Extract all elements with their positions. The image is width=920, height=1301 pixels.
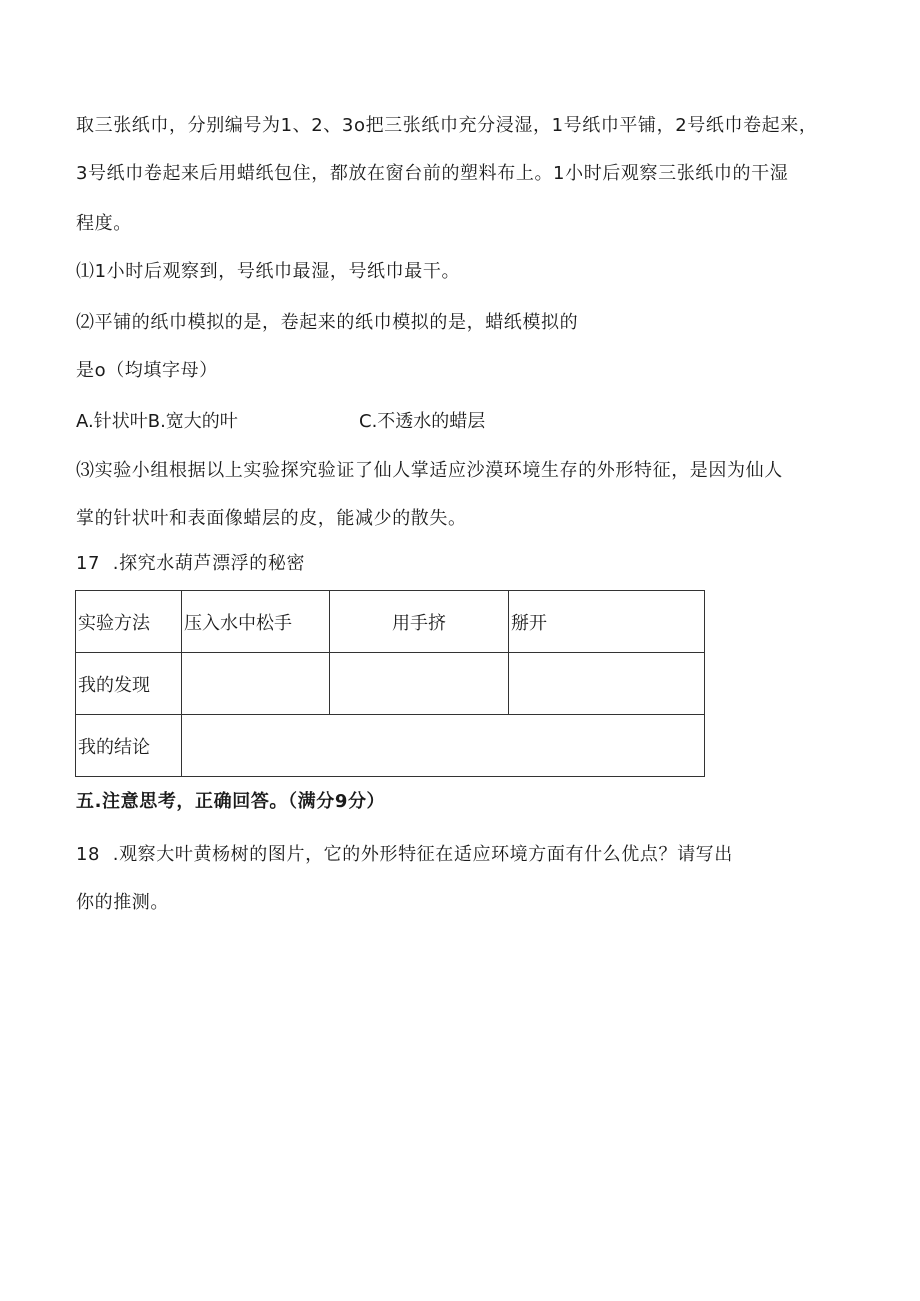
table-cell-discovery-break[interactable] [509, 653, 705, 715]
table-cell-method-label: 实验方法 [76, 591, 182, 653]
intro-line-1: 取三张纸巾，分别编号为1、2、3o把三张纸巾充分浸湿，1号纸巾平铺，2号纸巾卷起来， [76, 115, 818, 136]
question-2-line-2: 是o（均填字母） [76, 360, 218, 381]
experiment-table [75, 590, 705, 777]
table-cell-squeeze: 用手挤 [330, 591, 509, 653]
table-cell-conclusion-label: 我的结论 [76, 715, 182, 777]
option-a-b: A.针状叶B.宽大的叶 [76, 411, 238, 432]
question-18-line-1: 18 .观察大叶黄杨树的图片，它的外形特征在适应环境方面有什么优点？请写出 [76, 844, 733, 865]
question-18-line-2: 你的推测。 [76, 892, 169, 913]
intro-line-2: 3号纸巾卷起来后用蜡纸包住，都放在窗台前的塑料布上。1小时后观察三张纸巾的干湿 [76, 163, 789, 184]
question-1: ⑴1小时后观察到，号纸巾最湿，号纸巾最干。 [76, 261, 461, 282]
section-5-heading: 五.注意思考，正确回答。（满分9分） [76, 791, 386, 812]
question-3-line-2: 掌的针状叶和表面像蜡层的皮，能减少的散失。 [76, 508, 467, 529]
table-cell-discovery-label: 我的发现 [76, 653, 182, 715]
table-cell-break: 掰开 [509, 591, 705, 653]
question-17-title: 17 .探究水葫芦漂浮的秘密 [76, 553, 306, 574]
table-cell-conclusion[interactable] [182, 715, 705, 777]
option-c: C.不透水的蜡层 [359, 411, 486, 432]
table-row [76, 715, 705, 777]
table-cell-press: 压入水中松手 [182, 591, 330, 653]
table-row [76, 653, 705, 715]
table-row [76, 591, 705, 653]
table-cell-discovery-squeeze[interactable] [330, 653, 509, 715]
intro-line-3: 程度。 [76, 213, 132, 234]
question-2-line-1: ⑵平铺的纸巾模拟的是，卷起来的纸巾模拟的是，蜡纸模拟的 [76, 312, 579, 333]
answer-options [76, 410, 676, 434]
question-3-line-1: ⑶实验小组根据以上实验探究验证了仙人掌适应沙漠环境生存的外形特征，是因为仙人 [76, 460, 783, 481]
table-cell-discovery-press[interactable] [182, 653, 330, 715]
